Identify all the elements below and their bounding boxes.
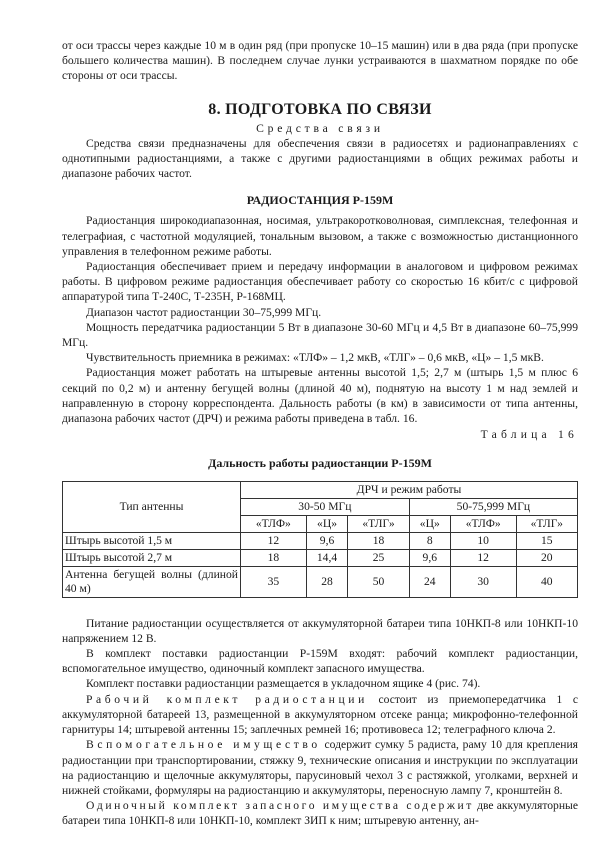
table-number: Таблица 16 bbox=[480, 428, 578, 442]
header-mode: «Ц» bbox=[409, 515, 450, 532]
spare-kit-text: две аккумуляторные батареи типа 10НКП-8 или 10НКП-10, комплект ЗИП к ним; штыревую антенну, ан- bbox=[62, 799, 578, 828]
table-title: Дальность работы радиостанции Р-159М bbox=[208, 456, 432, 471]
table-cell: 30 bbox=[450, 566, 516, 597]
header-band-2: 50-75,999 МГц bbox=[409, 498, 577, 515]
table-cell: 28 bbox=[306, 566, 348, 597]
delivery-paragraph: В комплект поставки радиостанции Р-159М входят: рабочий комплект радиостанции, вспомогательное имущество, одиночный комплект запасного имущества. bbox=[62, 647, 578, 676]
table-cell: 35 bbox=[241, 566, 307, 597]
table-row bbox=[63, 566, 578, 597]
row-label: Штырь высотой 1,5 м bbox=[63, 532, 241, 549]
header-mode: «Ц» bbox=[306, 515, 348, 532]
table-cell: 14,4 bbox=[306, 549, 348, 566]
radio-paragraph-4: Мощность передатчика радиостанции 5 Вт в диапазоне 30-60 МГц и 4,5 Вт в диапазоне 60–75,999 МГц. bbox=[62, 320, 578, 350]
header-band-1: 30-50 МГц bbox=[241, 498, 410, 515]
auxiliary-text: содержит сумку 5 радиста, раму 10 для крепления радиостанции при транспортировании, стяжку 9, технические описания и инструкции по эксплуатации на радиостанцию и щелочные аккумуляторы, парусиновый чехол 3 с растяжкой, уголками, верхней и нижней стойками, формуляры на радиостанцию и аккумуляторы, переносную лампу 7, кронштейн 8. bbox=[62, 738, 578, 797]
table-cell: 20 bbox=[516, 549, 577, 566]
working-kit-text: состоит из приемопередатчика 1 с аккумуляторной батареей 13, размещенной в аккумуляторном отсеке ранца; микрофонно-телефонной гарнитуры 14; штыревой антенны 15; заплечных ремней 16; противовеса 12; телеграфного ключа 2. bbox=[62, 692, 579, 737]
header-mode: «ТЛГ» bbox=[348, 515, 409, 532]
range-table bbox=[62, 481, 578, 598]
spare-kit-paragraph bbox=[62, 798, 578, 828]
table-row bbox=[63, 549, 578, 566]
auxiliary-paragraph bbox=[62, 737, 578, 798]
table-row bbox=[63, 532, 578, 549]
table-cell: 9,6 bbox=[306, 532, 348, 549]
intro-paragraph: от оси трассы через каждые 10 м в один ряд (при пропуске 10–15 машин) или в два ряда (при пропуске большего количества машин). В последнем случае лунки устраиваются в шахматном порядке по обе стороны от оси трассы. bbox=[62, 39, 578, 83]
table-cell: 9,6 bbox=[409, 549, 450, 566]
radio-paragraph-1: Радиостанция широкодиапазонная, носимая, ультракоротковолновая, симплексная, телефонная и телеграфиая, с частотной модуляцией, тональным вызовом, а также с возможностью дистанционного управления в телефонном режиме работы. bbox=[62, 214, 578, 258]
header-antenna-type: Тип антенны bbox=[63, 481, 241, 532]
table-cell: 12 bbox=[241, 532, 307, 549]
table-cell: 25 bbox=[348, 549, 409, 566]
working-kit-label: Рабочий комплект радиостанции bbox=[86, 692, 368, 706]
table-cell: 50 bbox=[348, 566, 409, 597]
auxiliary-label: Вспомогательное имущество bbox=[86, 738, 321, 752]
table-cell: 15 bbox=[516, 532, 577, 549]
table-cell: 24 bbox=[409, 566, 450, 597]
table-cell: 12 bbox=[450, 549, 516, 566]
table-header-row bbox=[63, 481, 578, 498]
header-drch: ДРЧ и режим работы bbox=[241, 481, 578, 498]
table-cell: 10 bbox=[450, 532, 516, 549]
working-kit-paragraph bbox=[62, 692, 578, 738]
packing-paragraph: Комплект поставки радиостанции размещается в укладочном ящике 4 (рис. 74). bbox=[86, 677, 481, 691]
section-paragraph: Средства связи предназначены для обеспечения связи в радиосетях и радионаправлениях с однотипными радиостанциями, а также с другими радиостанциями в общих режимах работы и диапазоне рабочих частот. bbox=[62, 136, 578, 181]
header-mode: «ТЛГ» bbox=[516, 515, 577, 532]
section-title: 8. ПОДГОТОВКА ПО СВЯЗИ bbox=[208, 100, 432, 118]
table-cell: 18 bbox=[348, 532, 409, 549]
radio-title: РАДИОСТАНЦИЯ Р-159М bbox=[246, 193, 394, 208]
radio-paragraph-3: Диапазон частот радиостанции 30–75,999 МГц. bbox=[86, 305, 322, 319]
spare-kit-label: Одиночный комплект запасного имущества содержит bbox=[86, 799, 474, 813]
header-mode: «ТЛФ» bbox=[241, 515, 307, 532]
table-cell: 18 bbox=[241, 549, 307, 566]
power-paragraph: Питание радиостанции осуществляется от аккумуляторной батареи типа 10НКП-8 или 10НКП-10 напряжением 12 В. bbox=[62, 616, 578, 645]
radio-paragraph-5: Чувствительность приемника в режимах: «ТЛФ» – 1,2 мкВ, «ТЛГ» – 0,6 мкВ, «Ц» – 1,5 мкВ. bbox=[86, 351, 544, 365]
section-subtitle: Средства связи bbox=[256, 121, 384, 135]
row-label: Штырь высотой 2,7 м bbox=[63, 549, 241, 566]
header-mode: «ТЛФ» bbox=[450, 515, 516, 532]
row-label: Антенна бегущей волны (длиной 40 м) bbox=[63, 566, 241, 597]
radio-paragraph-2: Радиостанция обеспечивает прием и передачу информации в аналоговом и цифровом режимах работы. В цифровом режиме радиостанция обеспечивает работу со скоростью 16 кбит/с с цифровой аппаратурой типа Т-240С, Т-235Н, Р-168МЦ. bbox=[62, 260, 578, 304]
table-cell: 40 bbox=[516, 566, 577, 597]
document-page bbox=[62, 38, 578, 829]
radio-paragraph-6: Радиостанция может работать на штыревые антенны высотой 1,5; 2,7 м (штырь 1,5 м плюс 6 секций по 0,2 м) и антенну бегущей волны (длиной 40 м), поднятую на высоту 1 м над землей и направленную в сторону корреспондента. Дальность работы (в км) в зависимости от типа антенны, диапазона рабочих частот (ДРЧ) и режима работы приведена в табл. 16. bbox=[62, 366, 578, 426]
table-cell: 8 bbox=[409, 532, 450, 549]
